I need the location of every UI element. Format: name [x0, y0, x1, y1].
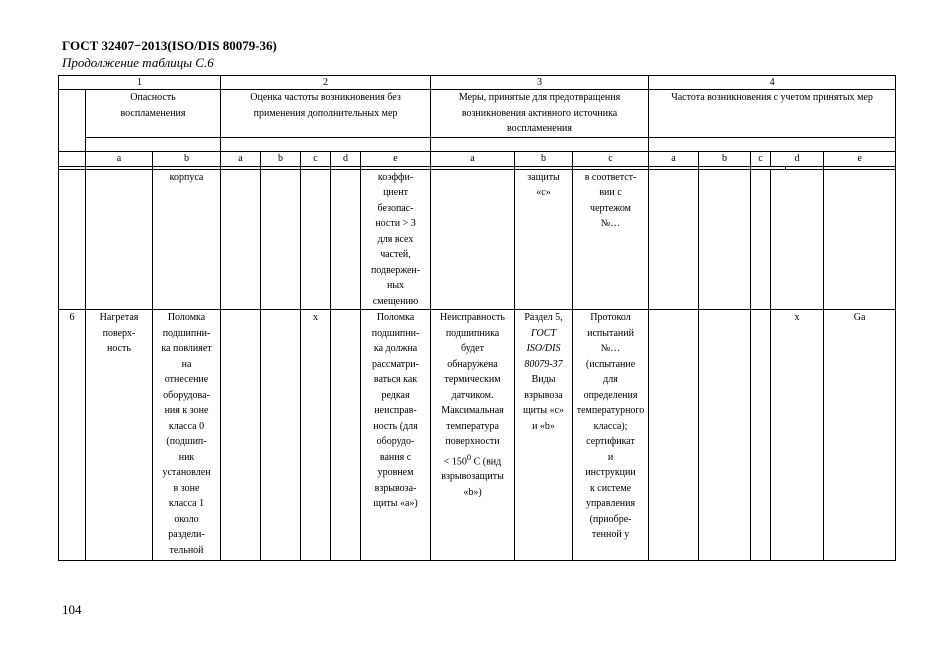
column-number-row	[59, 76, 896, 90]
table-cell: коэффи- циент безопас- ности > 3 для всех частей, подвержен- ных смещению	[361, 169, 431, 310]
sub-header: b	[153, 151, 221, 166]
table-cell	[331, 169, 361, 310]
header-preventive-measures: Меры, принятые для предотвращения возникновения активного источника воспламенения	[431, 90, 649, 138]
sub-header: b	[515, 151, 573, 166]
table-cell	[221, 310, 261, 561]
table-cell	[699, 310, 751, 561]
table-cell: x	[301, 310, 331, 561]
header-frequency-without-measures: Оценка частоты возникновения без применения дополнительных мер	[221, 90, 431, 138]
table-cell	[824, 169, 896, 310]
sub-header: c	[573, 151, 649, 166]
page-number: 104	[62, 602, 82, 617]
row-number-header	[59, 90, 86, 152]
table-cell	[751, 310, 771, 561]
sub-header-row	[59, 151, 896, 166]
table-cell	[331, 310, 361, 561]
cell-text: Неисправность подшипника будет обнаружена термическим датчиком. Максимальная температура поверхности	[440, 312, 505, 447]
column-number-3: 3	[431, 76, 649, 90]
table-cell-measures	[431, 310, 515, 561]
gost-reference: ГОСТ ISO/DIS 80079-37	[524, 327, 563, 370]
header-frequency-with-measures: Частота возникновения с учетом принятых мер	[649, 90, 896, 138]
sub-header: b	[699, 151, 751, 166]
column-number-2: 2	[221, 76, 431, 90]
table-cell	[59, 169, 86, 310]
sub-header: e	[361, 151, 431, 166]
table-cell: Нагретая поверх- ность	[86, 310, 153, 561]
table-cell: Протокол испытаний №… (испытание для определения температурного класса); сертификат и инструкции к системе управления (приобре- тенной у	[573, 310, 649, 561]
protection-types: Виды взрывоза щиты «c» и «b»	[522, 374, 565, 432]
table-cell	[221, 169, 261, 310]
blank-header-row	[59, 137, 896, 151]
sub-header: c	[301, 151, 331, 166]
table-cell: в соответст- вии с чертежом №…	[573, 169, 649, 310]
column-number-1: 1	[59, 76, 221, 90]
table-cell: защиты «c»	[515, 169, 573, 310]
table-cell	[261, 310, 301, 561]
table-cell	[771, 169, 824, 310]
table-cell	[261, 169, 301, 310]
cell-text: Раздел 5,	[524, 312, 563, 323]
sub-header: d	[771, 151, 824, 166]
table-cell	[751, 169, 771, 310]
table-cell: Поломка подшипни- ка должна рассматри- ваться как редкая неисправ- ность (для оборудо- вания с уровнем взрывоза- щиты «a»)	[361, 310, 431, 561]
header-ignition-hazard: Опасность воспламенения	[86, 90, 221, 138]
table-continuation-subtitle: Продолжение таблицы С.6	[62, 55, 214, 70]
table-cell: Поломка подшипни- ка повлияет на отнесение оборудова- ния к зоне класса 0 (подшип- ник установлен в зоне класса 1 около раздели- тельной	[153, 310, 221, 561]
table-cell	[301, 169, 331, 310]
temperature-suffix: C (вид взрывозащиты «b»)	[441, 455, 504, 498]
table-row-6	[59, 310, 896, 561]
table-cell: корпуса	[153, 169, 221, 310]
table-cell	[649, 169, 699, 310]
sub-header: a	[86, 151, 153, 166]
sub-header: a	[431, 151, 515, 166]
table-cell	[431, 169, 515, 310]
table-cell	[86, 169, 153, 310]
temperature-limit: < 150	[443, 455, 467, 467]
table-cell	[699, 169, 751, 310]
column-number-4: 4	[649, 76, 896, 90]
sub-header: d	[331, 151, 361, 166]
sub-header: e	[824, 151, 896, 166]
sub-header: b	[261, 151, 301, 166]
temperature-exponent: 0	[466, 452, 472, 462]
group-header-row	[59, 90, 896, 138]
table-row-continuation	[59, 169, 896, 310]
hazard-assessment-table	[58, 75, 896, 561]
table-cell	[649, 310, 699, 561]
table-cell: x	[771, 310, 824, 561]
row-number-cell: 6	[59, 310, 86, 561]
table-cell: Ga	[824, 310, 896, 561]
document-standard-title: ГОСТ 32407−2013(ISO/DIS 80079-36)	[62, 38, 277, 53]
sub-header: a	[649, 151, 699, 166]
table-cell-standard-section	[515, 310, 573, 561]
sub-header: c	[751, 151, 771, 166]
sub-header: a	[221, 151, 261, 166]
